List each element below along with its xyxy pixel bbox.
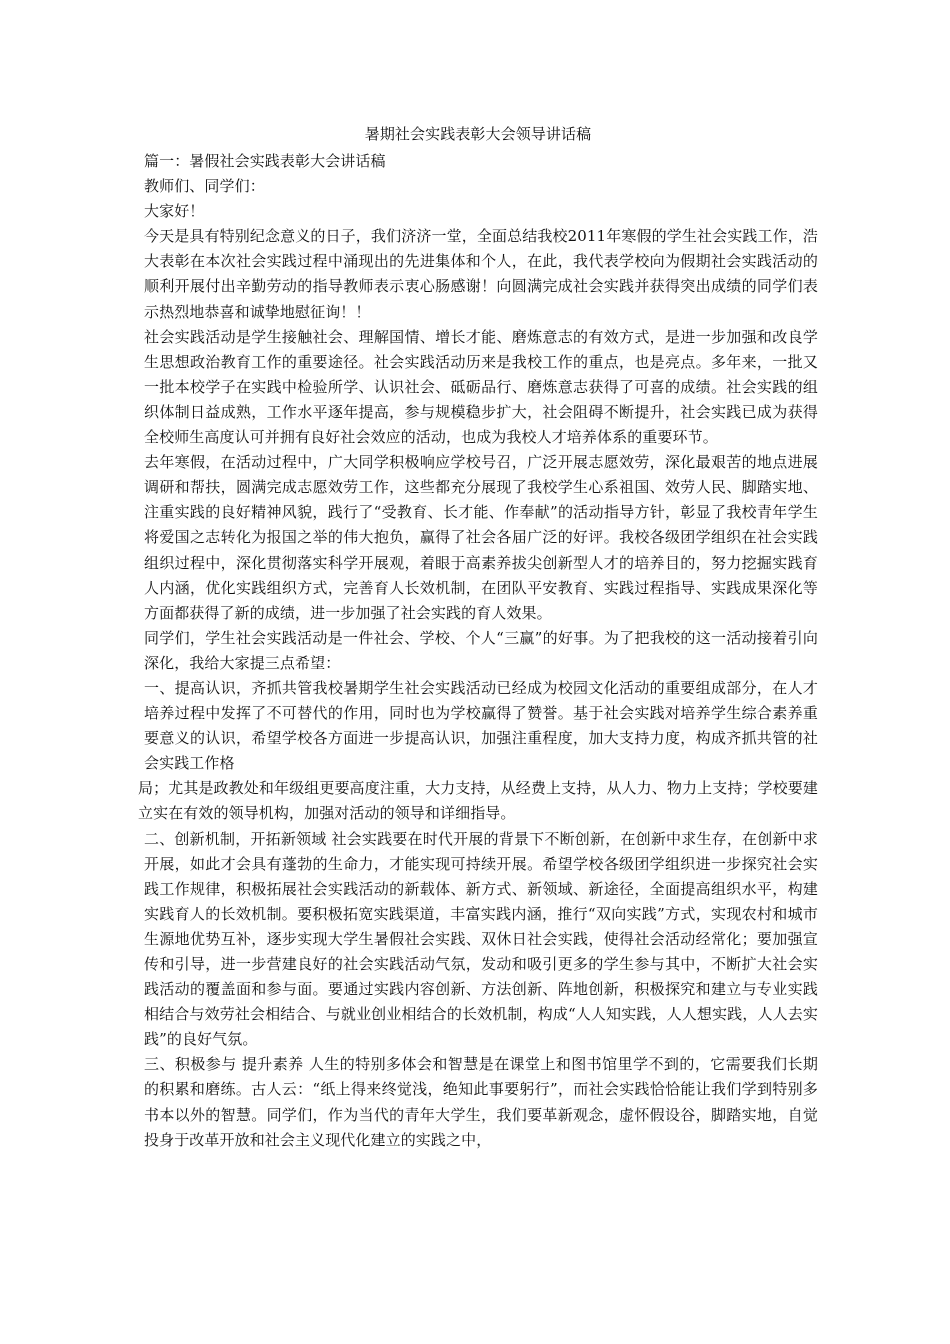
paragraph-three-wins: 同学们，学生社会实践活动是一件社会、学校、个人“三赢”的好事。为了把我校的这一活动接着引向深化，我给大家提三点希望：: [144, 628, 818, 672]
paragraph-significance: 社会实践活动是学生接触社会、理解国情、增长才能、磨炼意志的有效方式，是进一步加强和改良学生思想政治教育工作的重要途径。社会实践活动历来是我校工作的重点，也是亮点。多年来，一批又一批本校学子在实践中检验所学、认识社会、砥砺品行、磨炼意志获得了可喜的成绩。社会实践的组织体制日益成熟，工作水平逐年提高，参与规模稳步扩大，社会阻碍不断提升，社会实践已成为获得全校师生高度认可并拥有良好社会效应的活动，也成为我校人才培养体系的重要环节。: [144, 327, 818, 447]
document-subtitle: 篇一：暑假社会实践表彰大会讲话稿: [144, 152, 386, 170]
paragraph-last-winter: 去年寒假，在活动过程中，广大同学积极响应学校号召，广泛开展志愿效劳，深化最艰苦的地点进展调研和帮扶，圆满完成志愿效劳工作，这些都充分展现了我校学生心系祖国、效劳人民、脚踏实地、注重实践的良好精神风貌，践行了“受教育、长才能、作奉献”的活动指导方针，彰显了我校青年学生将爱国之志转化为报国之举的伟大抱负，赢得了社会各届广泛的好评。我校各级团学组织在社会实践组织过程中，深化贯彻落实科学开展观，着眼于高素养拔尖创新型人才的培养目的，努力挖掘实践育人内涵，优化实践组织方式，完善育人长效机制，在团队平安教育、实践过程指导、实践成果深化等方面都获得了新的成绩，进一步加强了社会实践的育人效果。: [144, 453, 818, 622]
paragraph-point-one-continued: 局；尤其是政教处和年级组更要高度注重，大力支持，从经费上支持，从人力、物力上支持；学校要建立实在有效的领导机构，加强对活动的领导和详细指导。: [138, 779, 818, 823]
greeting: 教师们、同学们：: [144, 177, 265, 196]
document-page: [138, 122, 818, 1153]
paragraph-point-two: 二、创新机制，开拓新领域 社会实践要在时代开展的背景下不断创新，在创新中求生存，在创新中求开展，如此才会具有蓬勃的生命力，才能实现可持续开展。希望学校各级团学组织进一步探究社会实践工作规律，积极拓展社会实践活动的新载体、新方式、新领域、新途径，全面提高组织水平，构建实践育人的长效机制。要积极拓宽实践渠道，丰富实践内涵，推行“双向实践”方式，实现农村和城市生源地优势互补，逐步实现大学生暑假社会实践、双休日社会实践，使得社会活动经常化；要加强宣传和引导，进一步营建良好的社会实践活动气氛，发动和吸引更多的学生参与其中，不断扩大社会实践活动的覆盖面和参与面。要通过实践内容创新、方法创新、阵地创新，积极探究和建立与专业实践相结合与效劳社会相结合、与就业创业相结合的长效机制，构成“人人知实践，人人想实践，人人去实践”的良好气氛。: [144, 829, 818, 1049]
hello-line: 大家好！: [144, 202, 205, 221]
paragraph-point-three: 三、积极参与 提升素养 人生的特别多体会和智慧是在课堂上和图书馆里学不到的，它需要我们长期的积累和磨练。古人云：“纸上得来终觉浅，绝知此事要躬行”，而社会实践恰恰能让我们学到特别多书本以外的智慧。同学们，作为当代的青年大学生，我们要革新观念，虚怀假设谷，脚踏实地，自觉投身于改革开放和社会主义现代化建立的实践之中，: [144, 1055, 818, 1149]
paragraph-point-one: 一、提高认识，齐抓共管我校暑期学生社会实践活动已经成为校园文化活动的重要组成部分，在人才培养过程中发挥了不可替代的作用，同时也为学校赢得了赞誉。基于社会实践对培养学生综合素养重要意义的认识，希望学校各方面进一步提高认识，加强注重程度，加大支持力度，构成齐抓共管的社会实践工作格: [144, 678, 818, 773]
document-title: 暑期社会实践表彰大会领导讲话稿: [364, 125, 592, 143]
paragraph-opening: 今天是具有特别纪念意义的日子，我们济济一堂，全面总结我校2011年寒假的学生社会实践工作，浩大表彰在本次社会实践过程中涌现出的先进集体和个人，在此，我代表学校向为假期社会实践活动的顺利开展付出辛勤劳动的指导教师表示衷心肠感谢！向圆满完成社会实践并获得突出成绩的同学们表示热烈地恭喜和诚挚地慰征询！！: [144, 227, 818, 321]
